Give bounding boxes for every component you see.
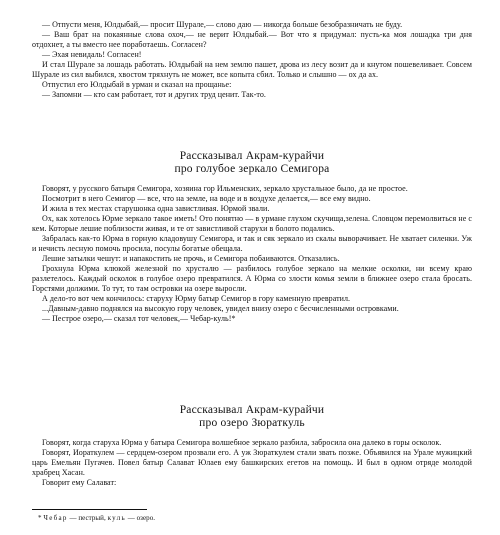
paragraph: — Отпусти меня, Юлдыбай,— просит Шурале,— слово даю — никогда больше безобразничать не буду. [42,20,403,29]
paragraph: Лешие затылки чешут: и напакостить не прочь, и Семигора побаиваются. Отказались. [42,254,340,263]
section-title-line2: про озеро Зюраткуль [199,417,305,429]
paragraph: Забралась как-то Юрма в горную кладовушу Семигора, и так и сяк зеркало из скалы выворачивает. Не хватает силенки. Уж и нечисть лесную помочь просила, посулы богатые обещала. [32,234,472,253]
zyuratkul-text-block [32,438,472,488]
paragraph: ...Давным-давно поднялся на высокую гору человек, увидел внизу озеро с бесчисленными островками. [42,304,399,313]
paragraph: — Ваш брат на покаянные слова охоч,— не верит Юлдыбай.— Вот что я придумал: пусть-ка моя лошадка три дня отдохнет, а ты вместо нее поработаешь. Согласен? [32,30,472,49]
paragraph: Говорят, у русского батыря Семигора, хозяина гор Ильменских, зеркало хрустальное было, да не простое. [42,184,408,193]
footnote-word: Чебар [43,514,68,522]
paragraph: Говорит ему Салават: [42,478,117,487]
paragraph: И стал Шурале за лошадь работать. Юлдыбай на нем землю пашет, дрова из лесу возит да и кнутом пошевеливает. Совсем Шурале из сил выбился, хвостом тряхнуть не может, все копыта сбил. Только и слышно — ох да ах. [32,60,472,79]
paragraph: Грохнула Юрма клюкой железной по хрусталю — разбилось голубое зеркало на мелкие осколки, ни всему краю разлетелось. Каждый осколок в голубое озеро превратился. А Юрма со злости комья земли в ближнее озеро стала бросать. Горстями должими. То тут, то там островки на озере выросли. [32,264,472,293]
paragraph: — Запомни — кто сам работает, тот и других труд ценит. Так-то. [42,90,266,99]
paragraph: И жила в тех местах старушонка одна завистливая. Юрмой звали. [42,204,270,213]
paragraph: Отпустил его Юлдыбай в урман и сказал на прощанье: [42,80,232,89]
section-title-line1: Рассказывал Акрам-курайчи [179,404,325,416]
section-title-line2: про голубое зеркало Семигора [174,163,330,175]
footnote [32,514,472,523]
footnote-divider [32,509,147,510]
paragraph: Говорят, когда старуха Юрма у батыра Семигора волшебное зеркало разбила, забросила она далеко в горы осколок. [42,438,442,447]
paragraph: Ох, как хотелось Юрме зеркало такое иметь! Ото понятно — в урмане глухом скучища,зелена. Словцом перемолвиться не с кем. Которые лешие поблизости живая, и те от завистливой старухи в болото подались. [32,214,472,233]
paragraph: Говорят, Иораткулем — сердцем-озером прозвали его. А уж Зюраткулем стали звать позже. Объявился на Урале мужицкий царь Емельян Пугачев. Повел батыр Салават Юлаев ему башкирских егетов на помощь. И был в одном отряде молодой храбрец Хасан. [32,448,472,477]
paragraph: — Пестрое озеро,— сказал тот человек,— Чебар-куль!* [42,314,236,323]
footnote-gloss: — пестрый, [69,514,106,522]
paragraph: Посмотрит в него Семигор — все, что на земле, на воде и в воздухе делается,— все ему видно. [42,194,371,203]
paragraph: А дело-то вот чем кончилось: старуху Юрму батыр Семигор в гору каменную превратил. [42,294,351,303]
footnote-word: куль [107,514,126,522]
semigor-text-block [32,184,472,324]
paragraph: — Эхая невидаль! Согласен! [42,50,142,59]
section-heading-zyuratkul [32,404,472,430]
footnote-text [32,514,472,523]
footnote-gloss: — озеро. [127,514,156,522]
footnote-marker: * [38,514,42,522]
section-heading-semigor [32,150,472,176]
top-text-block [32,20,472,100]
section-title-line1: Рассказывал Акрам-курайчи [179,150,325,162]
